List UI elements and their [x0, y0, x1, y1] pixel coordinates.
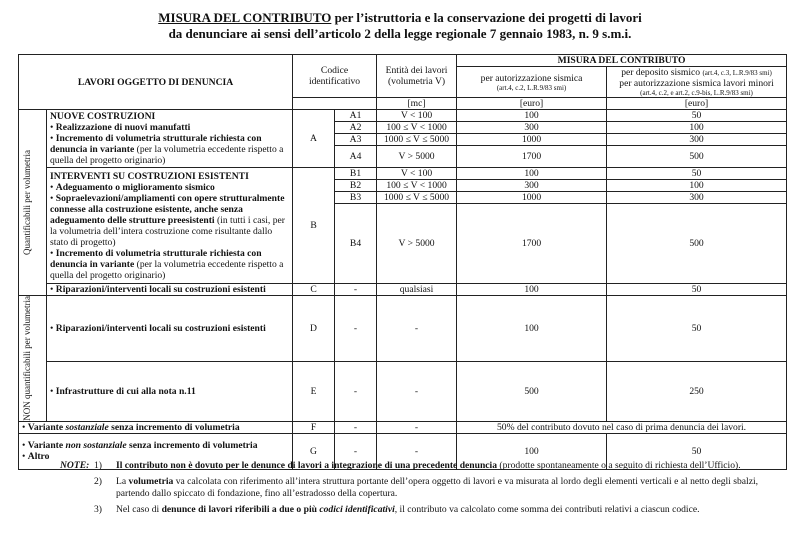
- header-col-b2-ref: (art.4, c.2, e art.2, c.9-bis, L.R.9/83 smi): [640, 89, 753, 97]
- group-b-item1: • Adeguamento o miglioramento sismico: [50, 181, 215, 193]
- row-b3-a: 1000: [457, 192, 607, 204]
- contribution-table: [18, 54, 787, 470]
- row-d-code: D: [293, 296, 335, 362]
- row-f-label: • Variante sostanziale senza incremento di volumetria: [19, 421, 293, 433]
- row-b2-v: 100 ≤ V < 1000: [377, 180, 457, 192]
- group-b-code: B: [293, 168, 335, 284]
- row-a4-sub: A4: [335, 146, 377, 168]
- row-g-b: 50: [607, 433, 787, 469]
- header-col-b: [607, 67, 787, 98]
- row-g-sub: -: [335, 433, 377, 469]
- row-c-b: 50: [607, 284, 787, 296]
- group-a-description: [47, 110, 293, 168]
- row-a3-a: 1000: [457, 134, 607, 146]
- header-unit-b: [euro]: [607, 98, 787, 110]
- row-a2-a: 300: [457, 122, 607, 134]
- header-unit-a: [euro]: [457, 98, 607, 110]
- side-quantificabili-label: Quantificabili per volumetria: [22, 150, 32, 255]
- row-a2-v: 100 ≤ V < 1000: [377, 122, 457, 134]
- row-d-v: -: [377, 296, 457, 362]
- row-a4-v: V > 5000: [377, 146, 457, 168]
- note-1-num: 1): [94, 460, 102, 471]
- row-f-code: F: [293, 421, 335, 433]
- title-rest: per l’istruttoria e la conservazione dei progetti di lavori: [331, 10, 642, 25]
- row-e-b: 250: [607, 361, 787, 421]
- side-quantificabili: [19, 110, 47, 296]
- row-a2-b: 100: [607, 122, 787, 134]
- note-2-num: 2): [94, 476, 102, 487]
- header-codice: Codice identificativo: [293, 55, 377, 98]
- row-b3-sub: B3: [335, 192, 377, 204]
- row-a4-a: 1700: [457, 146, 607, 168]
- row-f-v: -: [377, 421, 457, 433]
- row-a1-b: 50: [607, 110, 787, 122]
- row-c-label: • Riparazioni/interventi locali su costruzioni esistenti: [47, 284, 293, 296]
- row-b2-a: 300: [457, 180, 607, 192]
- row-b4-v: V > 5000: [377, 204, 457, 284]
- header-unit-mc: [mc]: [377, 98, 457, 110]
- row-b4-b: 500: [607, 204, 787, 284]
- group-b-title: INTERVENTI SU COSTRUZIONI ESISTENTI: [50, 170, 249, 182]
- row-a1-sub: A1: [335, 110, 377, 122]
- header-col-b1-label: per deposito sismico: [621, 67, 701, 78]
- row-b2-b: 100: [607, 180, 787, 192]
- group-b-item2: • Sopraelevazioni/ampliamenti con opere strutturalmente connesse alla costruzione esistente, anche senza adeguamento delle strutture preesistenti (in tutti i casi, per la volumetria dell’intera costruzione come risultante dallo stato di progetto): [50, 192, 285, 248]
- header-col-a: [457, 67, 607, 98]
- header-empty: [293, 98, 377, 110]
- row-e-v: -: [377, 361, 457, 421]
- page-title: [0, 10, 800, 25]
- note-3-text: Nel caso di denunce di lavori riferibili a due o più codici identificativi, il contributo va calcolato come somma dei contributi relativi a ciascun codice.: [116, 504, 700, 515]
- row-f-merged: 50% del contributo dovuto nel caso di prima denuncia dei lavori.: [457, 421, 787, 433]
- side-non-quantificabili-label: NON quantificabili per volumetria: [22, 296, 32, 421]
- row-d-label: • Riparazioni/interventi locali su costruzioni esistenti: [47, 296, 293, 362]
- row-c-a: 100: [457, 284, 607, 296]
- header-misura: MISURA DEL CONTRIBUTO: [457, 55, 787, 67]
- row-b3-v: 1000 ≤ V ≤ 5000: [377, 192, 457, 204]
- row-a1-a: 100: [457, 110, 607, 122]
- row-e-label: • Infrastrutture di cui alla nota n.11: [47, 361, 293, 421]
- row-b1-b: 50: [607, 168, 787, 180]
- group-a-item2: • Incremento di volumetria strutturale richiesta con denuncia in variante (per la volumetria eccedente rispetto a quella del progetto originario): [50, 133, 284, 166]
- row-b2-sub: B2: [335, 180, 377, 192]
- row-a3-v: 1000 ≤ V ≤ 5000: [377, 134, 457, 146]
- notes-label: NOTE:: [60, 460, 90, 471]
- page-subtitle: da denunciare ai sensi dell’articolo 2 della legge regionale 7 gennaio 1983, n. 9 s.m.i.: [168, 26, 632, 41]
- group-b-item3: • Incremento di volumetria strutturale richiesta con denuncia in variante (per la volumetria eccedente rispetto a quella del progetto originario): [50, 247, 284, 281]
- note-2: [60, 476, 780, 500]
- note-1: [60, 460, 780, 472]
- row-c-sub: -: [335, 284, 377, 296]
- row-e-sub: -: [335, 361, 377, 421]
- row-e-a: 500: [457, 361, 607, 421]
- note-3-num: 3): [94, 504, 102, 515]
- note-3: [60, 504, 780, 516]
- row-a4-b: 500: [607, 146, 787, 168]
- row-b3-b: 300: [607, 192, 787, 204]
- row-g-a: 100: [457, 433, 607, 469]
- header-lavori: LAVORI OGGETTO DI DENUNCIA: [19, 55, 293, 110]
- row-e-code: E: [293, 361, 335, 421]
- row-g-code: G: [293, 433, 335, 469]
- header-col-a-label: per autorizzazione sismica: [480, 72, 583, 84]
- row-b4-a: 1700: [457, 204, 607, 284]
- group-a-item1: • Realizzazione di nuovi manufatti: [50, 122, 191, 133]
- row-a3-sub: A3: [335, 134, 377, 146]
- row-a2-sub: A2: [335, 122, 377, 134]
- title-highlight: MISURA DEL CONTRIBUTO: [158, 10, 332, 25]
- row-d-a: 100: [457, 296, 607, 362]
- row-f-sub: -: [335, 421, 377, 433]
- row-a1-v: V < 100: [377, 110, 457, 122]
- header-col-a-ref: (art.4, c.2, L.R.9/83 smi): [496, 83, 567, 92]
- row-b1-v: V < 100: [377, 168, 457, 180]
- row-g-item1: • Variante non sostanziale senza incremento di volumetria: [22, 440, 258, 452]
- header-entita: Entità dei lavori (volumetria V): [377, 55, 457, 98]
- row-g-v: -: [377, 433, 457, 469]
- row-b1-a: 100: [457, 168, 607, 180]
- header-col-b1-ref: (art.4, c.3, L.R.9/83 smi): [702, 69, 772, 77]
- row-c-code: C: [293, 284, 335, 296]
- row-d-sub: -: [335, 296, 377, 362]
- row-g-item2: • Altro: [22, 451, 50, 463]
- row-a3-b: 300: [607, 134, 787, 146]
- row-b1-sub: B1: [335, 168, 377, 180]
- group-b-description: [47, 168, 293, 284]
- group-a-title: NUOVE COSTRUZIONI: [50, 111, 156, 122]
- row-b4-sub: B4: [335, 204, 377, 284]
- row-c-v: qualsiasi: [377, 284, 457, 296]
- group-a-code: A: [293, 110, 335, 168]
- row-d-b: 50: [607, 296, 787, 362]
- notes-section: [60, 460, 780, 520]
- header-col-b2-label: per autorizzazione sismica lavori minori: [619, 78, 774, 89]
- side-non-quantificabili: [19, 296, 47, 422]
- note-1-text: Il contributo non è dovuto per le denunce di lavori a integrazione di una precedente denuncia (prodotte spontaneamente o a seguito di richiesta dell’Ufficio).: [116, 460, 741, 471]
- note-2-text: La volumetria va calcolata con riferimento all’intera struttura portante dell’opera oggetto di lavori e va misurata al lordo degli elementi verticali e al netto degli sbalzi, partendo dallo spiccato di fondazione, fino all’estradosso della copertura.: [116, 476, 759, 499]
